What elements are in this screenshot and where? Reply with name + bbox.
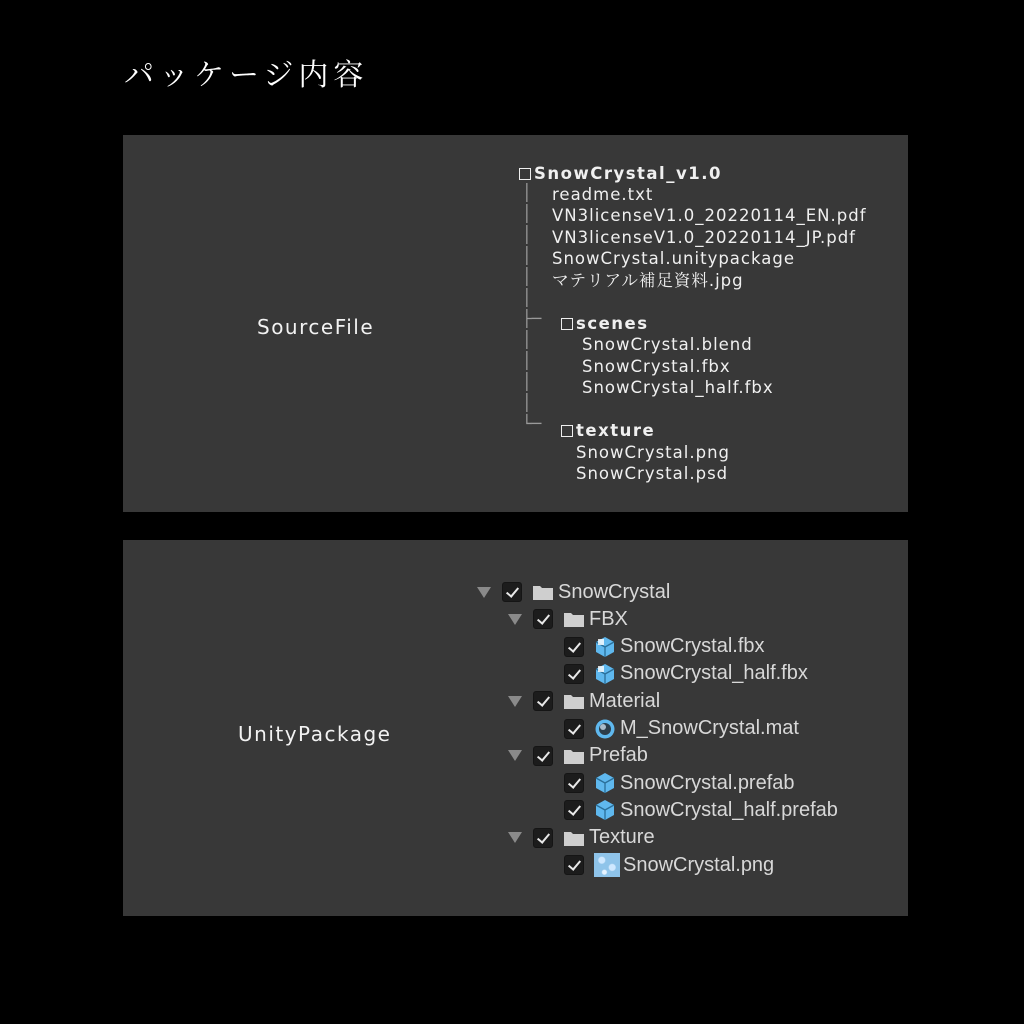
texture-icon (594, 853, 620, 877)
expand-arrow-icon[interactable] (508, 832, 522, 843)
model-icon (594, 637, 616, 657)
tree-item[interactable] (508, 826, 655, 850)
folder-box-icon (519, 168, 531, 180)
folder-icon (563, 691, 585, 711)
tree-item[interactable] (539, 635, 765, 659)
prefab-icon (594, 773, 616, 793)
item-checkbox[interactable] (564, 637, 584, 657)
file-item: SnowCrystal.unitypackage (552, 249, 795, 268)
item-checkbox[interactable] (564, 719, 584, 739)
root-folder: SnowCrystal_v1.0 (519, 163, 722, 184)
tree-item-label: SnowCrystal_half.fbx (620, 662, 808, 685)
file-item: SnowCrystal.fbx (582, 357, 731, 376)
tree-item-label: SnowCrystal.fbx (620, 635, 765, 658)
expand-arrow-icon[interactable] (477, 587, 491, 598)
tree-item-label: Texture (589, 826, 655, 849)
item-checkbox[interactable] (533, 691, 553, 711)
file-item: SnowCrystal.blend (582, 335, 753, 354)
tree-item[interactable] (539, 798, 838, 822)
folder-box-icon (561, 318, 573, 330)
item-checkbox[interactable] (564, 664, 584, 684)
folder-icon (563, 746, 585, 766)
tree-item[interactable] (508, 607, 628, 631)
item-checkbox[interactable] (533, 828, 553, 848)
tree-item[interactable] (539, 717, 799, 741)
item-checkbox[interactable] (533, 609, 553, 629)
tree-item[interactable] (539, 662, 808, 686)
tree-item[interactable] (477, 580, 670, 604)
texture-folder: texture (561, 420, 655, 441)
source-file-panel (123, 135, 908, 512)
tree-item-label: Prefab (589, 744, 648, 767)
expand-arrow-icon[interactable] (508, 696, 522, 707)
item-checkbox[interactable] (533, 746, 553, 766)
file-item: SnowCrystal_half.fbx (582, 378, 774, 397)
material-icon (594, 719, 616, 739)
item-checkbox[interactable] (502, 582, 522, 602)
folder-icon (532, 582, 554, 602)
source-file-label: SourceFile (257, 315, 375, 339)
file-item: SnowCrystal.psd (576, 464, 729, 483)
folder-box-icon (561, 425, 573, 437)
tree-item[interactable] (539, 853, 774, 877)
item-checkbox[interactable] (564, 855, 584, 875)
tree-item-label: SnowCrystal_half.prefab (620, 798, 838, 821)
item-checkbox[interactable] (564, 773, 584, 793)
tree-item-label: Material (589, 689, 661, 712)
tree-lines: │ │ │ │ │ │ ├─ │ │ │ │ └─ (522, 183, 542, 433)
unity-package-panel (123, 540, 908, 916)
expand-arrow-icon[interactable] (508, 614, 522, 625)
tree-item[interactable] (539, 771, 795, 795)
folder-icon (563, 609, 585, 629)
tree-item-label: SnowCrystal.png (623, 853, 775, 876)
scenes-folder: scenes (561, 313, 649, 334)
file-item: マテリアル補足資料.jpg (552, 271, 744, 290)
file-item: SnowCrystal.png (576, 443, 731, 462)
file-item: VN3licenseV1.0_20220114_JP.pdf (552, 228, 856, 247)
prefab-icon (594, 800, 616, 820)
tree-item-label: SnowCrystal (558, 580, 671, 603)
file-item: readme.txt (552, 185, 654, 204)
tree-item-label: M_SnowCrystal.mat (620, 717, 799, 739)
tree-item[interactable] (508, 744, 648, 768)
tree-item[interactable] (508, 689, 660, 713)
model-icon (594, 664, 616, 684)
file-item: VN3licenseV1.0_20220114_EN.pdf (552, 206, 867, 225)
expand-arrow-icon[interactable] (508, 750, 522, 761)
item-checkbox[interactable] (564, 800, 584, 820)
page-title: パッケージ内容 (124, 58, 369, 93)
folder-icon (563, 828, 585, 848)
tree-item-label: FBX (589, 607, 628, 630)
tree-item-label: SnowCrystal.prefab (620, 771, 795, 794)
unity-package-label: UnityPackage (238, 722, 392, 746)
